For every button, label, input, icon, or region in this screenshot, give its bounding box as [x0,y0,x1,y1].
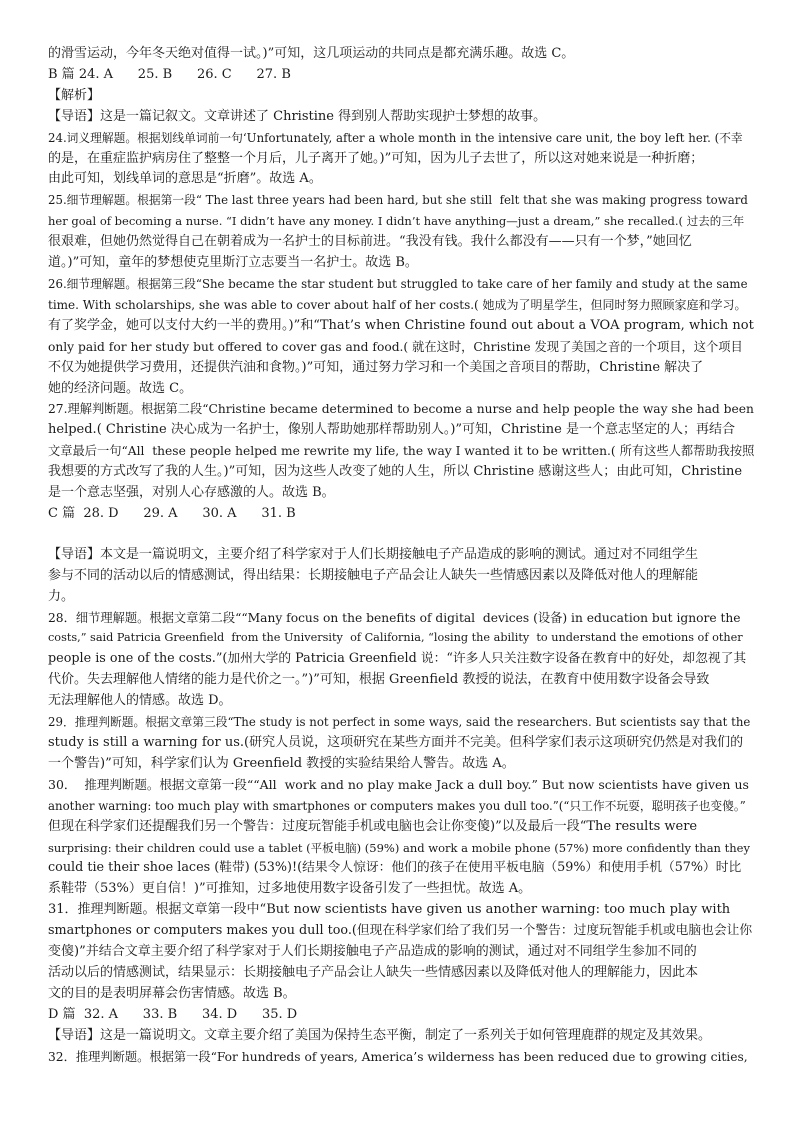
text-line: 参与不同的活动以后的情感测试，得出结果：长期接触电子产品会让人缺失一些情感因素以及降低对他人的理解能 [48,567,699,583]
text-line: 一个警告)”可知，科学家们认为 Greenfield 教授的实验结果给人警告。故选 A。 [48,755,515,771]
text-line: time. With scholarships, she was able to cover about half of her costs.( 她成为了明星学生，但同时努力照顾家庭和学习。 [48,297,747,312]
text-line: 【解析】 [48,87,101,103]
text-line: 28．细节理解题。根据文章第二段““Many focus on the benefits of digital devices (设备) in education but ignore the [48,610,741,625]
text-line: 31．推理判断题。根据文章第一段中“But now scientists have given us another warning: too much play with [48,902,731,918]
text-line: 我想要的方式改写了我的人生。)”可知，因为这些人改变了她的人生，所以 Christine 感谢这些人；由此可知，Christine [48,464,743,480]
text-line: 25.细节理解题。根据第一段“ The last three years had been hard, but she still felt that she was making progress toward [48,193,748,208]
text-line: 代价。失去理解他人情绪的能力是代价之一。”)”可知，根据 Greenfield 教授的说法，在教育中使用数字设备会导致 [48,672,710,688]
text-line: 【导语】本文是一篇说明文，主要介绍了科学家对于人们长期接触电子产品造成的影响的测试。通过对不同组学生 [48,546,699,562]
text-line: surprising: their children could use a tablet (平板电脑) (59%) and work a mobile phone (57%) more confidently than they [48,840,750,855]
text-line: 文的目的是表明屏幕会伤害情感。故选 B。 [48,985,296,1001]
text-line: 但现在科学家们还提醒我们另一个警告：过度玩智能手机或电脑也会让你变傻)”以及最后一段“The results were [48,818,698,834]
text-line: people is one of the costs.”(加州大学的 Patricia Greenfield 说：“许多人只关注数字设备在教育中的好处，却忽视了其 [48,651,747,667]
text-line: 她的经济问题。故选 C。 [48,380,193,396]
text-line: 活动以后的情感测试，结果显示：长期接触电子产品会让人缺失一些情感因素以及降低对他人的理解能力，因此本 [48,964,699,980]
text-line: 由此可知，划线单词的意思是“折磨”。故选 A。 [48,171,322,187]
text-line: 24.词义理解题。根据划线单词前一句‘Unfortunately, after a whole month in the intensive care unit, the boy left her. (不幸 [48,130,743,145]
text-line: D 篇 32. A 33. B 34. D 35. D [48,1006,298,1022]
paragraph-gap [48,525,754,545]
text-line: 文章最后一句“All these people helped me rewrite my life, the way I wanted it to be written.( 所有这些人都帮助我按照 [48,444,755,459]
text-line: smartphones or computers makes you dull too.(但现在科学家们给了我们另一个警告：过度玩智能手机或电脑也会让你 [48,923,753,939]
text-line: 是一个意志坚强，对别人心存感激的人。故选 B。 [48,485,335,501]
text-line: could tie their shoe laces (鞋带) (53%)!(结果令人惊讶：他们的孩子在使用平板电脑（59%）和使用手机（57%）时比 [48,860,742,876]
text-line: 变傻)”并结合文章主要介绍了科学家对于人们长期接触电子产品造成的影响的测试，通过对不同组学生参加不同的 [48,944,697,960]
text-line: 有了奖学金，她可以支付大约一半的费用。)”和“That’s when Christine found out about a VOA program, which not [48,317,754,333]
text-line: 的是，在重症监护病房住了整整一个月后，儿子离开了她。)”可知，因为儿子去世了，所以这对她来说是一种折磨； [48,150,704,166]
text-line: B 篇 24. A 25. B 26. C 27. B [48,66,291,82]
text-line: 29．推理判断题。根据文章第三段“The study is not perfect in some ways, said the researchers. But scientists say that the [48,715,751,730]
text-line: her goal of becoming a nurse. “I didn’t have any money. I didn’t have anything—just a dream,” she recalled.( 过去的三年 [48,214,745,229]
text-line: only paid for her study but offered to cover gas and food.( 就在这时，Christine 发现了美国之音的一个项目，这个项目 [48,339,743,354]
text-line: 【导语】这是一篇说明文。文章主要介绍了美国为保持生态平衡，制定了一系列关于如何管理鹿群的规定及其效果。 [48,1027,712,1043]
text-line: 26.细节理解题。根据第三段“She became the star student but struggled to take care of her family and study at the same [48,276,748,291]
text-line: 27.理解判断题。根据第二段“Christine became determined to become a nurse and help people the way she had been [48,402,754,417]
text-line: 30． 推理判断题。根据文章第一段““All work and no play make Jack a dull boy.” But now scientists have given us [48,776,749,792]
text-line: 不仅为她提供学习费用，还提供汽油和食物。)”可知，通过努力学习和一个美国之音项目的帮助，Christine 解决了 [48,359,704,375]
text-line: 无法理解他人的情感。故选 D。 [48,693,232,709]
text-line: 很艰难，但她仍然觉得自己在朝着成为一名护士的目标前进。“我没有钱。我什么都没有——只有一个梦，”她回忆 [48,234,692,250]
text-line: 道。)”可知，童年的梦想使克里斯汀立志要当一名护士。故选 B。 [48,255,418,271]
text-line: helped.( Christine 决心成为一名护士，像别人帮助她那样帮助别人。)”可知，Christine 是一个意志坚定的人；再结合 [48,422,736,438]
text-line: C 篇 28. D 29. A 30. A 31. B [48,505,296,521]
text-line: 【导语】这是一篇记叙文。文章讲述了 Christine 得到别人帮助实现护士梦想的故事。 [48,108,547,124]
text-line: study is still a warning for us.(研究人员说，这项研究在某些方面并不完美。但科学家们表示这项研究仍然是对我们的 [48,735,744,750]
text-line: costs,” said Patricia Greenfield from the University of California, “losing the ability to understand the emotions of other [48,631,743,645]
text-line: 32．推理判断题。根据第一段“For hundreds of years, America’s wilderness has been reduced due to growing cities, [48,1049,748,1064]
text-line: 力。 [48,588,75,604]
text-line: 系鞋带（53%）更自信！)”可推知，过多地使用数字设备引发了一些担忧。故选 A。 [48,881,532,897]
text-line: another warning: too much play with smartphones or computers makes you dull too.”(“只工作不玩耍，聪明孩子也变傻。” [48,798,746,813]
text-line: 的滑雪运动，今年冬天绝对值得一试。)”可知，这几项运动的共同点是都充满乐趣。故选 C。 [48,46,575,61]
